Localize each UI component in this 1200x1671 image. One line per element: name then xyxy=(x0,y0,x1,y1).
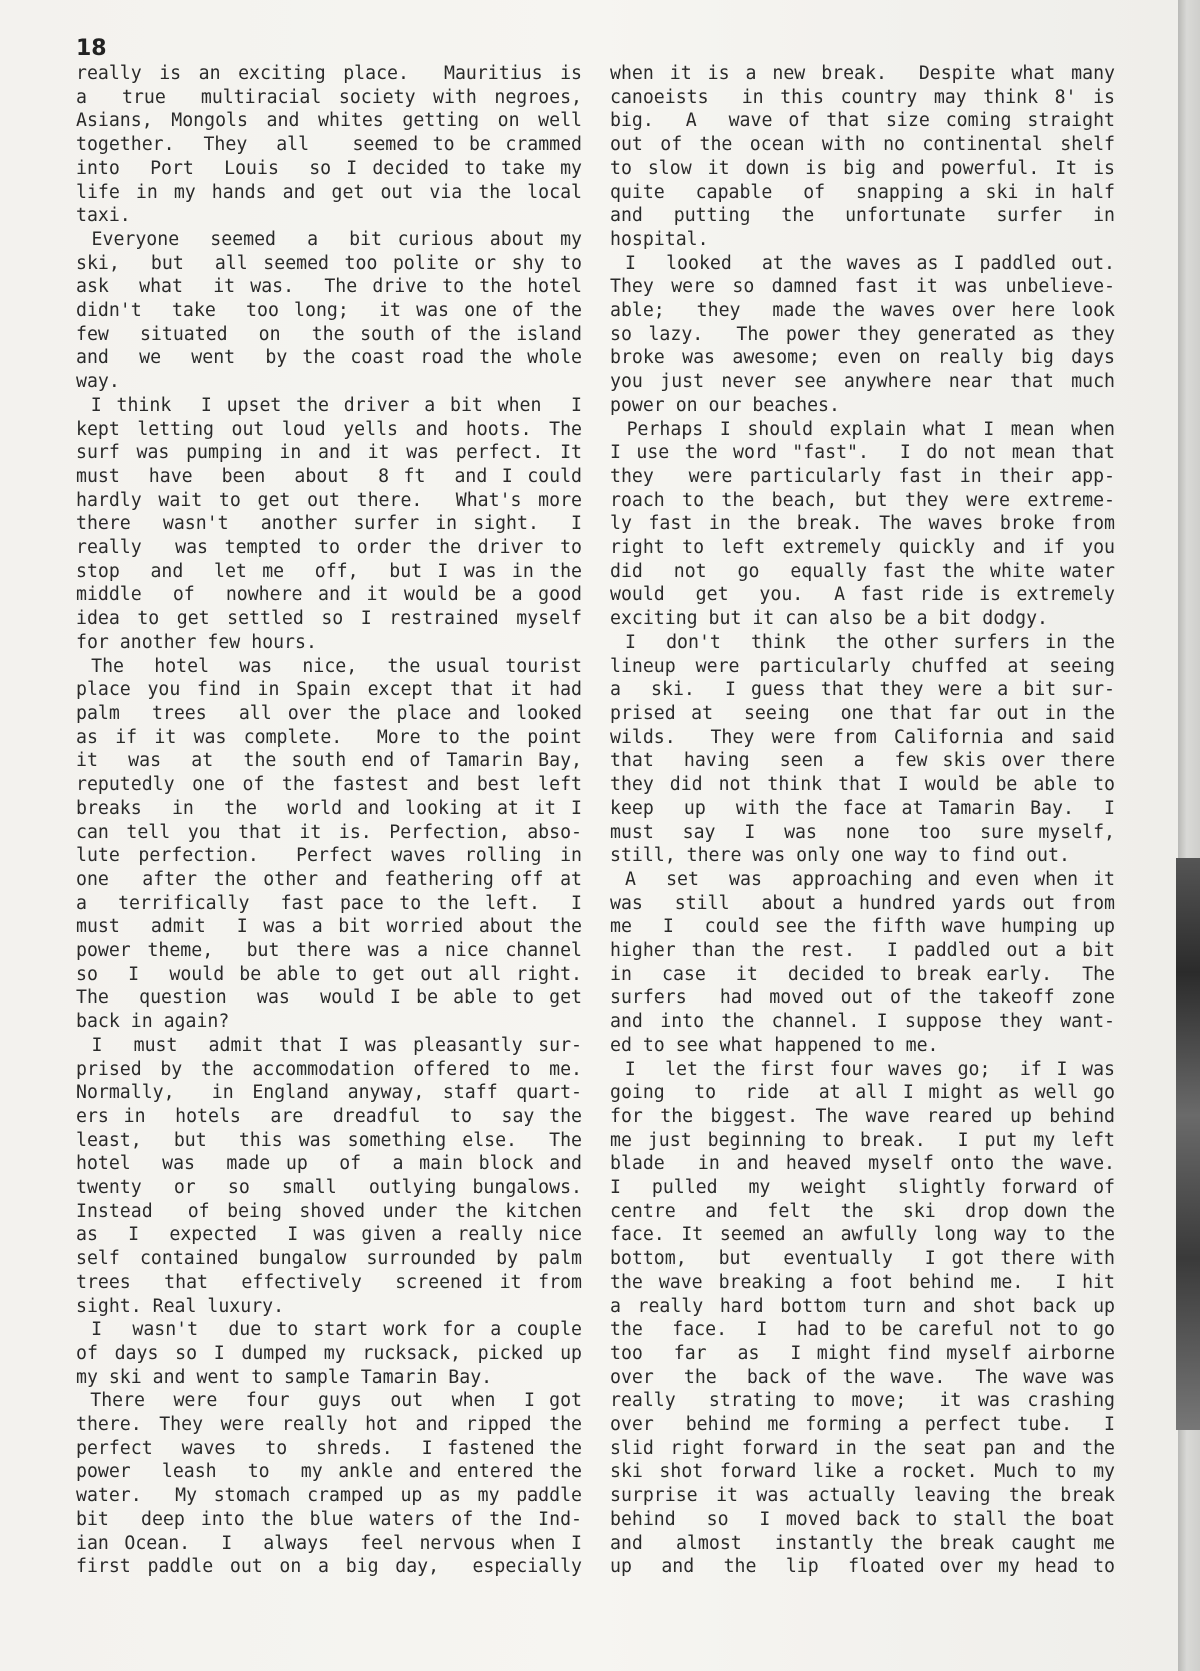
text-line: I looked at the waves as I paddled out. xyxy=(610,252,1115,274)
text-line: and we went by the coast road the whole xyxy=(76,347,582,369)
text-line: breaks in the world and looking at it I xyxy=(76,797,582,819)
text-line: place you find in Spain except that it had xyxy=(76,679,582,701)
text-line: my ski and went to sample Tamarin Bay. xyxy=(76,1366,493,1388)
text-line: right to left extremely quickly and if you xyxy=(610,537,1115,559)
text-line: first paddle out on a big day, especially xyxy=(76,1556,582,1578)
text-line: didn't take too long; it was one of the xyxy=(76,300,582,322)
text-line: A set was approaching and even when it xyxy=(610,868,1115,890)
text-line: lute perfection. Perfect waves rolling in xyxy=(76,845,582,867)
text-line: must have been about 8 ft and I could xyxy=(76,465,582,487)
text-line: it was at the south end of Tamarin Bay, xyxy=(76,750,582,772)
text-line: Perhaps I should explain what I mean when xyxy=(610,418,1115,440)
text-line: can tell you that it is. Perfection, abso- xyxy=(76,821,582,843)
text-line: ly fast in the break. The waves broke from xyxy=(610,513,1115,535)
text-line: and into the channel. I suppose they want- xyxy=(610,1011,1115,1033)
text-line: you just never see anywhere near that much xyxy=(610,371,1115,393)
text-line: sight. Real luxury. xyxy=(76,1295,285,1317)
text-line: least, but this was something else. The xyxy=(76,1129,582,1151)
text-line: ers in hotels are dreadful to say the xyxy=(76,1105,582,1127)
text-line: into Port Louis so I decided to take my xyxy=(76,157,582,179)
text-line: too far as I might find myself airborne xyxy=(610,1342,1115,1364)
text-line: a really hard bottom turn and shot back up xyxy=(610,1295,1115,1317)
text-line: as if it was complete. More to the point xyxy=(76,726,582,748)
text-line: ed to see what happened to me. xyxy=(610,1034,939,1056)
text-line: in case it decided to break early. The xyxy=(610,963,1115,985)
text-line: did not go equally fast the white water xyxy=(610,560,1115,582)
text-line: exciting but it can also be a bit dodgy. xyxy=(610,608,1048,630)
left-text-column xyxy=(76,62,582,1579)
text-line: middle of nowhere and it would be a good xyxy=(76,584,582,606)
text-line: ski shot forward like a rocket. Much to my xyxy=(610,1461,1115,1483)
text-line: quite capable of snapping a ski in half xyxy=(610,181,1115,203)
text-line: able; they made the waves over here look xyxy=(610,300,1115,322)
text-line: wilds. They were from California and said xyxy=(610,726,1115,748)
text-line: must admit I was a bit worried about the xyxy=(76,916,582,938)
text-line: I think I upset the driver a bit when I xyxy=(76,394,582,416)
text-line: a true multiracial society with negroes, xyxy=(76,86,582,108)
text-line: the face. I had to be careful not to go xyxy=(610,1319,1115,1341)
text-line: power on our beaches. xyxy=(610,394,840,416)
text-line: higher than the rest. I paddled out a bit xyxy=(610,940,1115,962)
text-line: they did not think that I would be able to xyxy=(610,774,1115,796)
text-line: blade in and heaved myself onto the wave. xyxy=(610,1153,1115,1175)
text-line: bottom, but eventually I got there with xyxy=(610,1248,1115,1270)
text-line: centre and felt the ski drop down the xyxy=(610,1200,1115,1222)
text-line: slid right forward in the seat pan and the xyxy=(610,1437,1115,1459)
text-line: over behind me forming a perfect tube. I xyxy=(610,1414,1115,1436)
text-line: I pulled my weight slightly forward of xyxy=(610,1177,1115,1199)
text-line: Everyone seemed a bit curious about my xyxy=(76,228,582,250)
text-line: for another few hours. xyxy=(76,631,317,653)
text-line: trees that effectively screened it from xyxy=(76,1271,582,1293)
text-line: big. A wave of that size coming straight xyxy=(610,110,1115,132)
text-line: when it is a new break. Despite what many xyxy=(610,63,1115,84)
text-line: kept letting out loud yells and hoots. The xyxy=(76,418,582,440)
text-line: surf was pumping in and it was perfect. It xyxy=(76,442,582,464)
text-line: ian Ocean. I always feel nervous when I xyxy=(76,1532,582,1554)
text-line: face. It seemed an awfully long way to the xyxy=(610,1224,1115,1246)
text-line: over the back of the wave. The wave was xyxy=(610,1366,1115,1388)
text-line: The question was would I be able to get xyxy=(76,987,582,1009)
text-line: power leash to my ankle and entered the xyxy=(76,1461,582,1483)
text-line: I must admit that I was pleasantly sur- xyxy=(76,1034,582,1056)
text-line: that having seen a few skis over there xyxy=(610,750,1115,772)
text-line: so I would be able to get out all right. xyxy=(76,963,582,985)
text-line: way. xyxy=(76,371,120,393)
text-line: so lazy. The power they generated as they xyxy=(610,323,1115,345)
text-line: I use the word "fast". I do not mean that xyxy=(610,442,1115,464)
text-line: really is an exciting place. Mauritius is xyxy=(76,63,582,84)
text-line: bit deep into the blue waters of the Ind- xyxy=(76,1508,582,1530)
text-line: Asians, Mongols and whites getting on well xyxy=(76,110,582,132)
text-line: ski, but all seemed too polite or shy to xyxy=(76,252,582,274)
text-line: going to ride at all I might as well go xyxy=(610,1082,1115,1104)
text-line: roach to the beach, but they were extreme- xyxy=(610,489,1115,511)
text-line: surprise it was actually leaving the break xyxy=(610,1485,1115,1507)
text-line: one after the other and feathering off at xyxy=(76,868,582,890)
text-line: of days so I dumped my rucksack, picked up xyxy=(76,1342,582,1364)
text-line: a terrifically fast pace to the left. I xyxy=(76,892,582,914)
adjacent-page-photo-edge xyxy=(1176,858,1200,1430)
text-line: as I expected I was given a really nice xyxy=(76,1224,582,1246)
text-line: few situated on the south of the island xyxy=(76,323,582,345)
text-line: power theme, but there was a nice channel xyxy=(76,940,582,962)
text-line: twenty or so small outlying bungalows. xyxy=(76,1177,582,1199)
text-line: I let the first four waves go; if I was xyxy=(610,1058,1115,1080)
text-line: idea to get settled so I restrained myself xyxy=(76,608,582,630)
text-line: reputedly one of the fastest and best left xyxy=(76,774,582,796)
text-line: hotel was made up of a main block and xyxy=(76,1153,582,1175)
text-line: together. They all seemed to be crammed xyxy=(76,134,582,156)
text-line: palm trees all over the place and looked xyxy=(76,702,582,724)
text-line: prised by the accommodation offered to me. xyxy=(76,1058,582,1080)
text-line: still, there was only one way to find out. xyxy=(610,845,1070,867)
text-line: and putting the unfortunate surfer in xyxy=(610,205,1115,227)
text-line: taxi. xyxy=(76,205,131,227)
text-line: to slow it down is big and powerful. It is xyxy=(610,157,1115,179)
text-line: stop and let me off, but I was in the xyxy=(76,560,582,582)
text-line: was still about a hundred yards out from xyxy=(610,892,1115,914)
text-line: back in again? xyxy=(76,1011,230,1033)
text-line: me I could see the fifth wave humping up xyxy=(610,916,1115,938)
text-line: Instead of being shoved under the kitchen xyxy=(76,1200,582,1222)
text-line: They were so damned fast it was unbelieve- xyxy=(610,276,1115,298)
text-line: they were particularly fast in their app- xyxy=(610,465,1115,487)
text-line: ask what it was. The drive to the hotel xyxy=(76,276,582,298)
right-text-column xyxy=(610,62,1115,1579)
text-line: There were four guys out when I got xyxy=(76,1390,582,1412)
text-line: prised at seeing one that far out in the xyxy=(610,702,1115,724)
text-line: there. They were really hot and ripped the xyxy=(76,1414,582,1436)
text-line: out of the ocean with no continental shelf xyxy=(610,134,1115,156)
text-line: Normally, in England anyway, staff quart- xyxy=(76,1082,582,1104)
text-line: up and the lip floated over my head to xyxy=(610,1556,1115,1578)
text-line: self contained bungalow surrounded by palm xyxy=(76,1248,582,1270)
text-line: life in my hands and get out via the local xyxy=(76,181,582,203)
text-line: would get you. A fast ride is extremely xyxy=(610,584,1115,606)
text-line: there wasn't another surfer in sight. I xyxy=(76,513,582,535)
text-line: I wasn't due to start work for a couple xyxy=(76,1319,582,1341)
text-line: behind so I moved back to stall the boat xyxy=(610,1508,1115,1530)
text-line: and almost instantly the break caught me xyxy=(610,1532,1115,1554)
text-line: water. My stomach cramped up as my paddle xyxy=(76,1485,582,1507)
text-line: for the biggest. The wave reared up behind xyxy=(610,1105,1115,1127)
text-line: The hotel was nice, the usual tourist xyxy=(76,655,582,677)
text-line: the wave breaking a foot behind me. I hit xyxy=(610,1271,1115,1293)
text-line: hospital. xyxy=(610,228,709,250)
text-line: lineup were particularly chuffed at seeing xyxy=(610,655,1115,677)
text-line: a ski. I guess that they were a bit sur- xyxy=(610,679,1115,701)
text-line: really was tempted to order the driver to xyxy=(76,537,582,559)
text-line: hardly wait to get out there. What's more xyxy=(76,489,582,511)
text-line: perfect waves to shreds. I fastened the xyxy=(76,1437,582,1459)
text-line: me just beginning to break. I put my left xyxy=(610,1129,1115,1151)
text-line: surfers had moved out of the takeoff zone xyxy=(610,987,1115,1009)
text-line: I don't think the other surfers in the xyxy=(610,631,1115,653)
page-number: 18 xyxy=(76,36,107,61)
text-line: broke was awesome; even on really big days xyxy=(610,347,1115,369)
text-line: must say I was none too sure myself, xyxy=(610,821,1115,843)
text-line: canoeists in this country may think 8' is xyxy=(610,86,1115,108)
text-line: really strating to move; it was crashing xyxy=(610,1390,1115,1412)
text-line: keep up with the face at Tamarin Bay. I xyxy=(610,797,1115,819)
